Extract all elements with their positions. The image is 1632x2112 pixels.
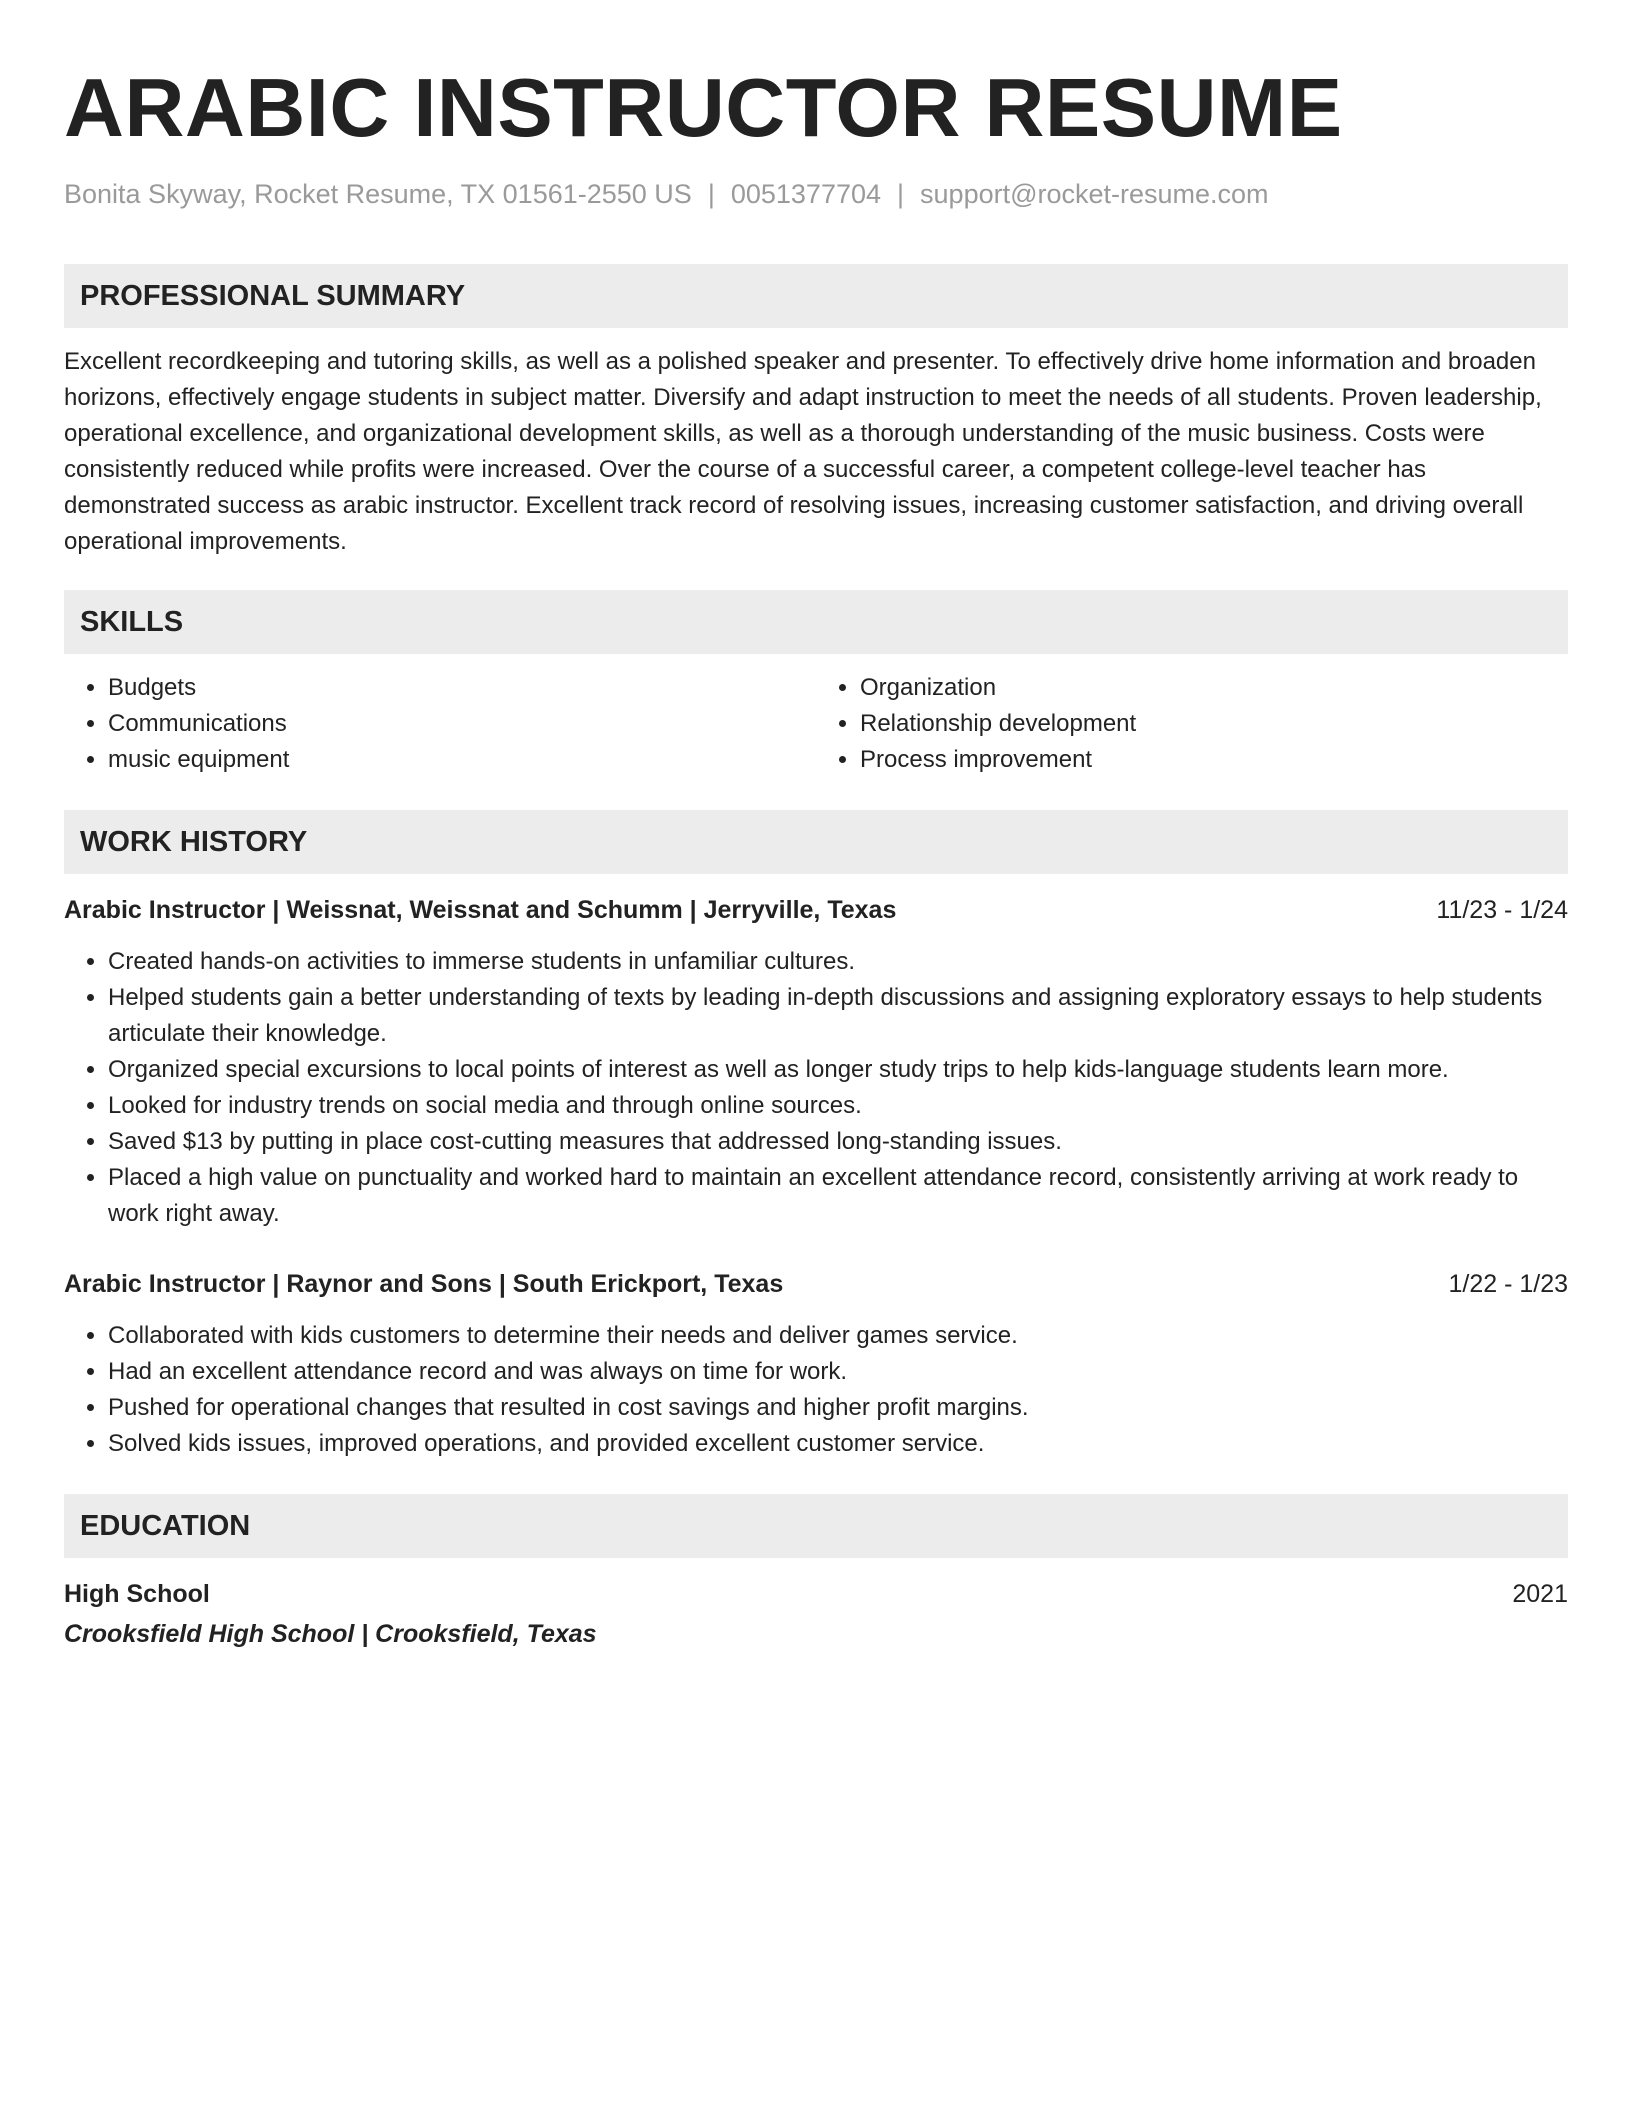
job-dates: 11/23 - 1/24 bbox=[1436, 896, 1568, 924]
contact-phone: 0051377704 bbox=[730, 179, 882, 209]
section-heading-summary: PROFESSIONAL SUMMARY bbox=[64, 264, 1568, 328]
job-bullet: • Created hands-on activities to immerse students in unfamiliar cultures. bbox=[108, 944, 1568, 980]
job-entry bbox=[64, 1266, 1568, 1462]
summary-paragraph: Excellent recordkeeping and tutoring skills, as well as a polished speaker and presenter. To effectively drive home information and broaden horizons, effectively engage students in subject matter. Diversify and adapt instruction to meet the needs of all students. Proven leadership, operational excellence, and organizational development skills, as well as a thorough understanding of the music business. Costs were consistently reduced while profits were increased. Over the course of a successful career, a competent college-level teacher has demonstrated success as arabic instructor. Excellent track record of resolving issues, increasing customer satisfaction, and driving overall operational improvements. bbox=[64, 348, 1542, 555]
skill-item: • Relationship development bbox=[860, 706, 1568, 742]
education-header bbox=[64, 1576, 1568, 1612]
job-bullets bbox=[64, 1318, 1568, 1462]
job-bullet: • Placed a high value on punctuality and worked hard to maintain an excellent attendance record, consistently arriving at work ready to work right away. bbox=[108, 1160, 1568, 1232]
job-bullet: • Looked for industry trends on social media and through online sources. bbox=[108, 1088, 1568, 1124]
job-bullet: • Collaborated with kids customers to determine their needs and deliver games service. bbox=[108, 1318, 1568, 1354]
job-bullet: • Had an excellent attendance record and was always on time for work. bbox=[108, 1354, 1568, 1390]
job-bullet: • Solved kids issues, improved operations, and provided excellent customer service. bbox=[108, 1426, 1568, 1462]
job-dates: 1/22 - 1/23 bbox=[1448, 1270, 1568, 1298]
job-bullet: • Pushed for operational changes that resulted in cost savings and higher profit margins. bbox=[108, 1390, 1568, 1426]
section-heading-education: EDUCATION bbox=[64, 1494, 1568, 1558]
contact-separator: | bbox=[707, 179, 715, 209]
skills-column-right bbox=[816, 670, 1568, 778]
job-header bbox=[64, 1266, 1568, 1302]
contact-email: support@rocket-resume.com bbox=[920, 179, 1269, 209]
section-heading-skills: SKILLS bbox=[64, 590, 1568, 654]
job-bullets bbox=[64, 944, 1568, 1232]
skill-item: • Budgets bbox=[108, 670, 816, 706]
skill-item: • Process improvement bbox=[860, 742, 1568, 778]
education-year: 2021 bbox=[1512, 1580, 1568, 1608]
job-title: Arabic Instructor | Weissnat, Weissnat and Schumm | Jerryville, Texas bbox=[64, 896, 897, 924]
skill-item: • music equipment bbox=[108, 742, 816, 778]
education-degree: High School bbox=[64, 1580, 210, 1608]
job-title: Arabic Instructor | Raynor and Sons | South Erickport, Texas bbox=[64, 1270, 784, 1298]
skill-item: • Communications bbox=[108, 706, 816, 742]
education-school: Crooksfield High School | Crooksfield, Texas bbox=[64, 1620, 597, 1648]
skill-item: • Organization bbox=[860, 670, 1568, 706]
job-entry bbox=[64, 892, 1568, 1232]
contact-address: Bonita Skyway, Rocket Resume, TX 01561-2550 US bbox=[64, 179, 692, 209]
job-bullet: • Organized special excursions to local points of interest as well as longer study trips to help kids-language students learn more. bbox=[108, 1052, 1568, 1088]
contact-line bbox=[64, 176, 1568, 212]
contact-separator: | bbox=[897, 179, 905, 209]
job-header bbox=[64, 892, 1568, 928]
skills-list bbox=[64, 670, 1568, 778]
skills-column-left bbox=[64, 670, 816, 778]
section-heading-work-history: WORK HISTORY bbox=[64, 810, 1568, 874]
resume-title: ARABIC INSTRUCTOR RESUME bbox=[64, 61, 1343, 154]
job-bullet: • Helped students gain a better understanding of texts by leading in-depth discussions and assigning exploratory essays to help students articulate their knowledge. bbox=[108, 980, 1568, 1052]
job-bullet: • Saved $13 by putting in place cost-cutting measures that addressed long-standing issues. bbox=[108, 1124, 1568, 1160]
